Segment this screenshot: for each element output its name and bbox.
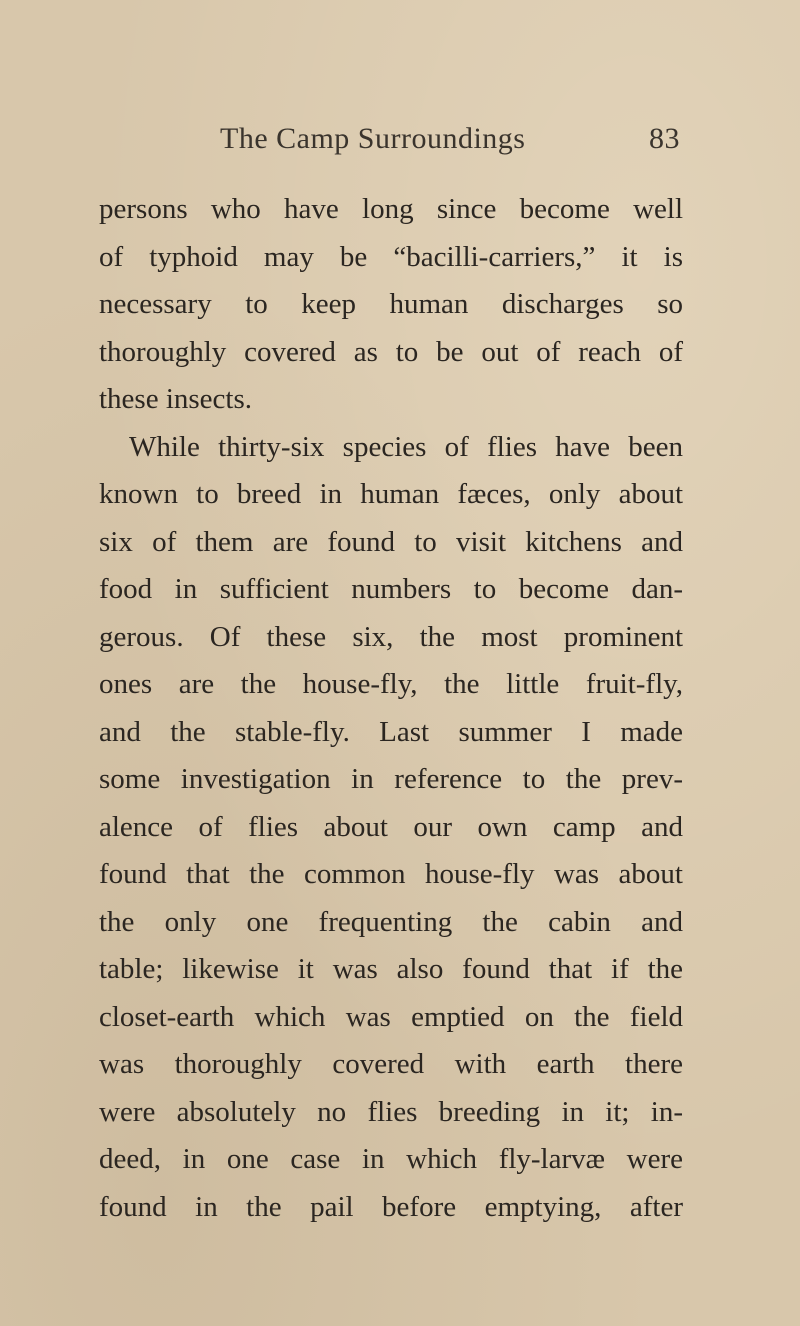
text-line: ones are the house-fly, the little fruit-fly, (99, 668, 683, 700)
text-line: some investigation in reference to the prev- (99, 763, 683, 795)
text-line: gerous. Of these six, the most prominent (99, 620, 683, 653)
text-line: While thirty-six species of flies have been (129, 430, 683, 463)
text-line: six of them are found to visit kitchens and (99, 525, 683, 558)
page-number: 83 (649, 122, 680, 155)
text-line: these insects. (99, 383, 253, 415)
text-line: found in the pail before emptying, after (99, 1190, 683, 1223)
text-line: was thoroughly covered with earth there (99, 1048, 683, 1080)
running-head (220, 122, 680, 162)
body-text (99, 186, 683, 1231)
text-line: known to breed in human fæces, only about (99, 478, 683, 510)
text-line: necessary to keep human discharges so (99, 288, 683, 320)
text-line: were absolutely no flies breeding in it; in- (99, 1095, 683, 1128)
text-line: closet-earth which was emptied on the field (99, 1000, 683, 1033)
paragraph (99, 186, 683, 424)
text-line: persons who have long since become well (99, 193, 683, 225)
text-line: alence of flies about our own camp and (99, 810, 683, 843)
text-line: of typhoid may be “bacilli-carriers,” it is (99, 240, 683, 273)
paragraph (99, 424, 683, 1232)
text-line: the only one frequenting the cabin and (99, 905, 683, 938)
text-line: and the stable-fly. Last summer I made (99, 715, 683, 748)
text-line: deed, in one case in which fly-larvæ were (99, 1143, 683, 1175)
running-head-title: The Camp Surroundings (220, 122, 526, 155)
text-line: found that the common house-fly was about (99, 858, 683, 890)
text-line: thoroughly covered as to be out of reach of (99, 335, 683, 368)
text-line: food in sufficient numbers to become dan- (99, 573, 683, 605)
text-line: table; likewise it was also found that if the (99, 953, 683, 985)
